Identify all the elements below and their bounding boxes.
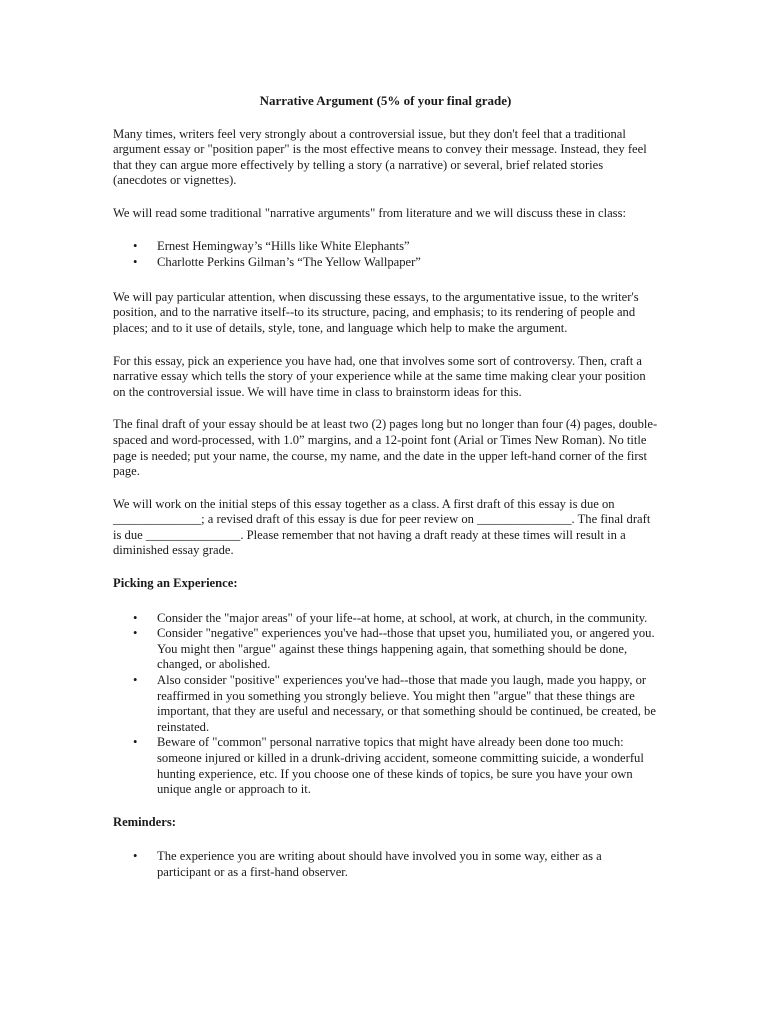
list-item-text: Consider the "major areas" of your life--at home, at school, at work, at church, in the community. <box>157 610 648 625</box>
format-paragraph: The final draft of your essay should be at least two (2) pages long but no longer than four (4) pages, double-spaced and word-processed, with 1.0” margins, and a 12-point font (Arial or Times New Roman). No title page is needed; put your name, the course, my name, and the date in the upper left-hand corner of the first page. <box>113 417 658 479</box>
reminders-heading: Reminders: <box>113 814 176 829</box>
list-item-text: Ernest Hemingway’s “Hills like White Elephants” <box>157 238 410 253</box>
bullet-icon: • <box>133 238 138 253</box>
intro-paragraph: Many times, writers feel very strongly about a controversial issue, but they don't feel that a traditional argument essay or "position paper" is the most effective means to convey their message. Instead, they feel that they can argue more effectively by telling a story (a narrative) or several, brief related stories (anecdotes or vignettes). <box>113 126 647 188</box>
picking-experience-heading: Picking an Experience: <box>113 576 238 591</box>
readings-list <box>113 239 658 271</box>
assignment-paragraph: For this essay, pick an experience you have had, one that involves some sort of controversy. Then, craft a narrative essay which tells the story of your experience while at the same time making clear your position on the controversial issue. We will have time in class to brainstorm ideas for this. <box>113 353 646 399</box>
bullet-icon: • <box>133 735 138 750</box>
list-item <box>113 239 658 255</box>
list-item <box>113 735 658 797</box>
list-item <box>113 255 658 271</box>
document-title: Narrative Argument (5% of your final grade) <box>259 93 512 108</box>
bullet-icon: • <box>133 610 138 625</box>
document-page <box>113 93 658 898</box>
bullet-icon: • <box>133 255 138 270</box>
list-item-text: Charlotte Perkins Gilman’s “The Yellow Wallpaper” <box>157 255 421 270</box>
list-item-text: The experience you are writing about should have involved you in some way, either as a participant or as a first-hand observer. <box>157 849 602 879</box>
reminders-list <box>113 849 658 880</box>
discussion-paragraph: We will pay particular attention, when discussing these essays, to the argumentative issue, to the writer's position, and to the narrative itself--to its structure, pacing, and emphasis; to its rendering of people and places; and to it use of details, style, tone, and language which help to make the argument. <box>113 289 639 335</box>
list-item <box>113 611 658 627</box>
readings-intro-paragraph: We will read some traditional "narrative arguments" from literature and we will discuss these in class: <box>113 205 626 220</box>
deadlines-paragraph: We will work on the initial steps of this essay together as a class. A first draft of this essay is due on ______________; a revised draft of this essay is due for peer review on _______________. The final draft is due _______________. Please remember that not having a draft ready at these times will result in a diminished essay grade. <box>113 496 651 558</box>
list-item-text: Beware of "common" personal narrative topics that might have already been done too much: someone injured or killed in a drunk-driving accident, someone committing suicide, a wonderful hunting experience, etc. If you choose one of these kinds of topics, be sure you have your own unique angle or approach to it. <box>157 735 644 797</box>
experience-list <box>113 611 658 798</box>
list-item-text: Also consider "positive" experiences you've had--those that made you laugh, made you happy, or reaffirmed in you something you strongly believe. You might then "argue" that these things are important, that they are useful and necessary, or that something should be continued, be created, be reinstated. <box>157 673 656 734</box>
list-item <box>113 849 658 880</box>
list-item <box>113 626 658 673</box>
bullet-icon: • <box>133 626 138 641</box>
list-item-text: Consider "negative" experiences you've had--those that upset you, humiliated you, or angered you. You might then "argue" against these things happening again, that something should be done, changed, or abolished. <box>157 626 655 672</box>
bullet-icon: • <box>133 849 138 864</box>
bullet-icon: • <box>133 673 138 688</box>
list-item <box>113 673 658 735</box>
